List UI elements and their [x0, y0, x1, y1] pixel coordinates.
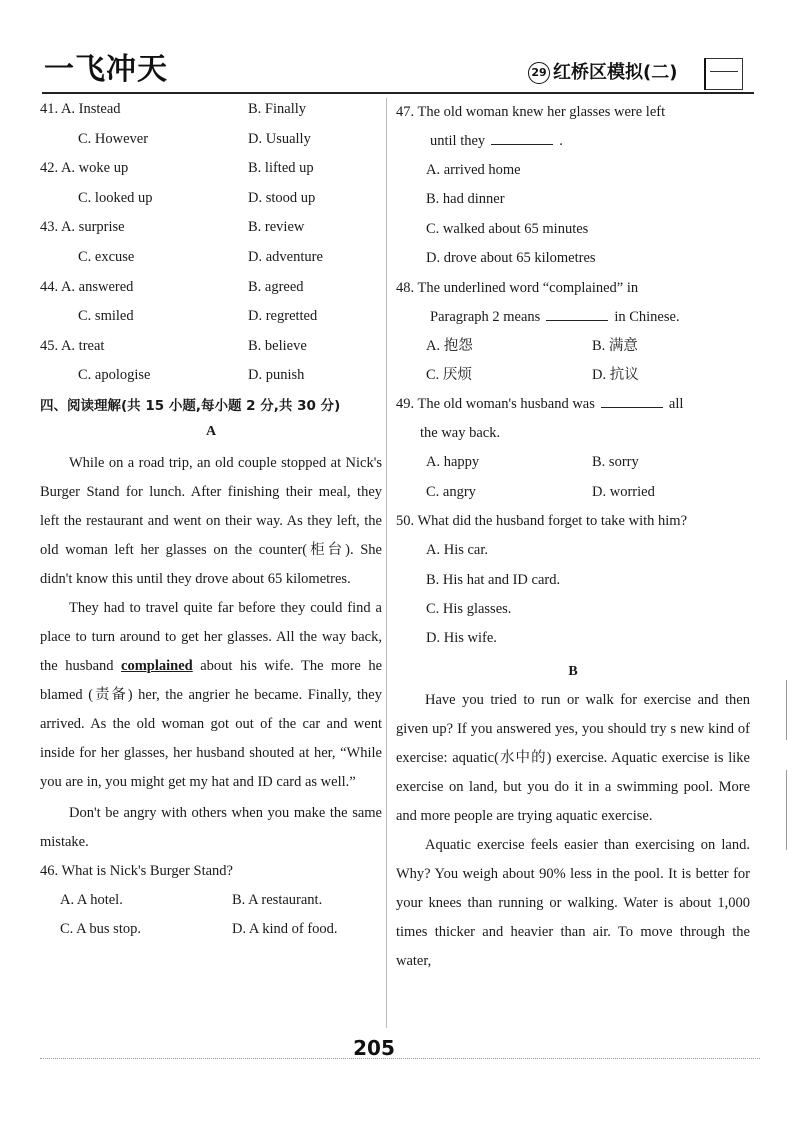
option-a: A. A hotel.: [60, 891, 123, 908]
option-row: [40, 125, 382, 155]
exam-title-text: 红桥区模拟(二): [553, 62, 678, 83]
question-stem: 48. The underlined word “complained” in: [396, 279, 639, 296]
section-title: 四、阅读理解(共 15 小题,每小题 2 分,共 30 分): [40, 397, 341, 414]
option-d: D. Usually: [248, 130, 311, 147]
passage-paragraph: [40, 594, 382, 797]
passage-paragraph: Have you tried to run or walk for exercise and then given up? If you answered yes, you should try s new kind of exercise: aquatic(水中的) exercise. Aquatic exercise is like exercise on land, but you do it in a swimming pool. More and more people are trying aquatic exercise.: [396, 691, 750, 824]
option-c: C. walked about 65 minutes: [426, 220, 589, 237]
question-text: until they: [430, 133, 486, 149]
left-column: [40, 95, 382, 944]
page-header: [0, 0, 800, 96]
margin-mark: [786, 680, 787, 740]
question-number: 45.: [40, 337, 59, 354]
question-text: all: [668, 396, 684, 413]
question-stem: [396, 390, 750, 419]
option-a: A. treat: [60, 337, 105, 354]
question-options: [396, 361, 750, 390]
option-c: C. However: [78, 130, 149, 147]
paragraph-text: about his wife. The more he blamed (责备) her, the angrier he became. Finally, they arrived. As the old woman got out of the car and went inside for her glasses, her husband shouted at her, “While you are in, you might get my hat and ID card as well.”: [40, 657, 383, 790]
option-a: A. happy: [426, 454, 480, 471]
corner-mark-icon: [704, 58, 743, 90]
question-number: 41.: [40, 101, 59, 117]
option-d: D. stood up: [248, 189, 316, 206]
option-b: B. had dinner: [426, 191, 505, 208]
underlined-word: complained: [121, 657, 193, 674]
option-a: A. Instead: [60, 101, 121, 117]
option-d: D. drove about 65 kilometres: [426, 250, 596, 267]
answer-blank: [546, 306, 608, 321]
question-number: 44.: [40, 278, 59, 295]
option-a: A. arrived home: [426, 162, 521, 178]
question-text: 47. The old woman knew her glasses were left: [396, 104, 666, 120]
answer-blank: [601, 393, 663, 408]
option-d: D. punish: [248, 367, 305, 384]
option-c: C. smiled: [78, 308, 134, 325]
option-c: C. looked up: [78, 189, 153, 206]
question-options: [40, 886, 382, 915]
option-d: D. regretted: [248, 308, 318, 325]
option-c: C. His glasses.: [426, 600, 512, 617]
brand-logo: 一飞冲天: [44, 52, 168, 87]
question-options: [40, 915, 382, 944]
option-c: C. A bus stop.: [60, 920, 141, 937]
option-a: A. surprise: [60, 219, 125, 236]
option-b: B. believe: [248, 337, 307, 354]
question-stem-cont: the way back.: [420, 425, 501, 442]
question-number: 42.: [40, 160, 59, 177]
option-c: C. excuse: [78, 248, 135, 265]
paragraph-text: They had to travel quite far before they could find a place to turn around to get her glasses. All the way back, the husband: [40, 599, 382, 674]
option-row: [40, 95, 382, 125]
option-b: B. sorry: [592, 454, 639, 471]
option-b: B. His hat and ID card.: [426, 571, 561, 588]
margin-mark: [786, 770, 787, 850]
question-text: in Chinese.: [614, 308, 680, 325]
question-stem-cont: [396, 127, 750, 156]
question-text: 49. The old woman's husband was: [396, 396, 595, 413]
option-row: [40, 154, 382, 184]
option-d: D. worried: [592, 483, 655, 500]
option-row: [40, 243, 382, 273]
option-row: [40, 361, 382, 391]
option-a: A. woke up: [60, 160, 129, 177]
cloze-options: [40, 95, 382, 391]
question-options: [396, 478, 750, 507]
question-stem: [396, 98, 750, 127]
column-divider: [386, 98, 387, 1028]
question-stem: 50. What did the husband forget to take with him?: [396, 513, 688, 530]
question-text: Paragraph 2 means: [430, 308, 541, 325]
option-b: B. Finally: [248, 101, 307, 117]
passage-label: B: [568, 663, 578, 679]
option-b: B. lifted up: [248, 160, 314, 177]
passage-paragraph: Don't be angry with others when you make the same mistake.: [40, 804, 382, 850]
option-row: [40, 184, 382, 214]
option-d: D. His wife.: [426, 630, 497, 647]
question-stem: 46. What is Nick's Burger Stand?: [40, 862, 233, 879]
option-a: A. answered: [60, 278, 134, 295]
question-stem-cont: [396, 303, 750, 332]
question-text: .: [559, 133, 563, 149]
option-b: B. agreed: [248, 278, 304, 295]
option-b: B. review: [248, 219, 305, 236]
question-options: [396, 332, 750, 361]
option-d: D. 抗议: [592, 366, 639, 383]
option-c: C. apologise: [78, 367, 151, 384]
option-row: [40, 273, 382, 303]
question-options: [396, 448, 750, 477]
option-a: A. 抱怨: [426, 337, 473, 354]
option-row: [40, 302, 382, 332]
option-c: C. 厌烦: [426, 366, 472, 383]
option-b: B. 满意: [592, 337, 638, 354]
option-row: [40, 332, 382, 362]
right-column: [396, 98, 750, 976]
passage-label: A: [205, 423, 217, 439]
option-d: D. A kind of food.: [232, 920, 338, 937]
header-rule: [42, 92, 754, 94]
passage-paragraph: Aquatic exercise feels easier than exercising on land. Why? You weigh about 90% less in the pool. It is better for your knees than running or walking. Water is about 1,000 times thicker and heavier than air. To move through the water,: [396, 836, 750, 969]
option-c: C. angry: [426, 483, 476, 500]
answer-blank: [491, 130, 553, 145]
option-row: [40, 213, 382, 243]
question-number: 43.: [40, 219, 59, 236]
page-number: 205: [353, 1036, 395, 1060]
exam-number-badge: 29: [528, 62, 550, 84]
passage-paragraph: While on a road trip, an old couple stopped at Nick's Burger Stand for lunch. After finishing their meal, they left the restaurant and went on their way. As they left, the old woman left her glasses on the counter(柜台). She didn't know this until they drove about 65 kilometres.: [40, 454, 382, 587]
option-b: B. A restaurant.: [232, 891, 323, 908]
option-a: A. His car.: [426, 542, 489, 559]
exam-title: [528, 58, 677, 84]
option-d: D. adventure: [248, 248, 323, 265]
